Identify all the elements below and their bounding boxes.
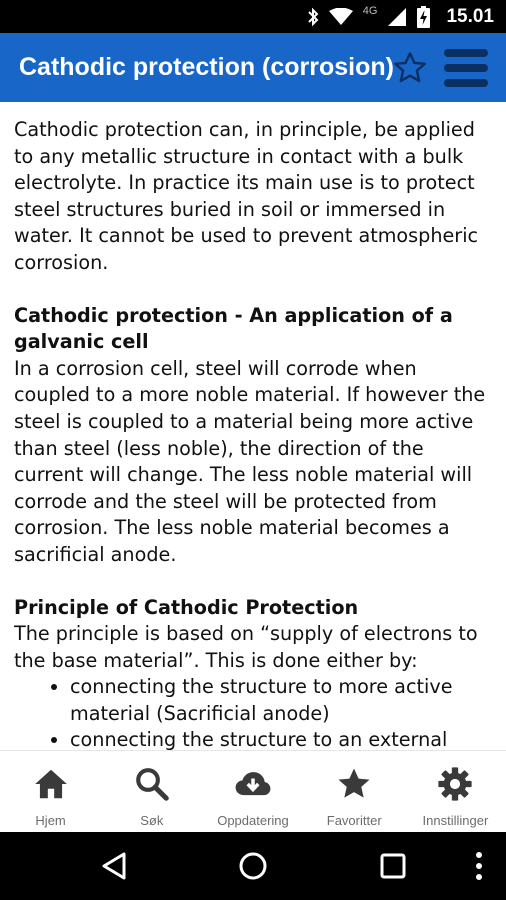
intro-paragraph: Cathodic protection can, in principle, be applied to any metallic structure in contact with a bulk electrolyte. In practice its main use is to protect steel structures buried in soil or immersed in water. It cannot be used to prevent atmospheric corrosion. (14, 118, 479, 274)
home-circle-icon (236, 849, 270, 883)
nav-item-favorites[interactable] (304, 751, 405, 833)
hamburger-menu-button[interactable] (444, 49, 488, 87)
section-heading: Principle of Cathodic Protection (14, 595, 359, 619)
star-outline-icon (392, 50, 428, 86)
status-bar (0, 0, 506, 33)
menu-line (444, 49, 488, 57)
cloud-download-icon (234, 765, 272, 803)
section-paragraph: In a corrosion cell, steel will corrode when coupled to a more noble material. If however the steel is coupled to a material being more active than steel (less noble), the direction of the current will change. The less noble material will corrode and the steel will be protected from corrosion. The less noble material becomes a sacrificial anode. (14, 356, 486, 566)
search-icon (133, 765, 171, 803)
clock: 15.01 (446, 5, 494, 27)
gear-icon (436, 765, 474, 803)
recents-button[interactable] (376, 849, 410, 883)
menu-line (444, 64, 488, 72)
section-heading: Cathodic protection - An application of a galvanic cell (14, 303, 453, 354)
back-icon (98, 849, 132, 883)
nav-item-search[interactable] (101, 751, 202, 833)
home-icon (32, 765, 70, 803)
home-button[interactable] (236, 849, 270, 883)
page-title: Cathodic protection (corrosion) (19, 53, 394, 81)
bullet-list (14, 674, 492, 750)
article-content[interactable] (0, 102, 506, 750)
recents-icon (376, 849, 410, 883)
nav-item-home[interactable] (0, 751, 101, 833)
star-icon (335, 765, 373, 803)
nav-item-settings[interactable] (405, 751, 506, 833)
nav-label: Innstillinger (422, 813, 489, 828)
list-item: • connecting the structure to more active material (Sacrificial anode) (70, 674, 492, 727)
nav-label: Oppdatering (217, 813, 289, 828)
overflow-menu-button[interactable] (462, 849, 496, 883)
signal-icon (387, 7, 407, 27)
menu-line (444, 79, 488, 87)
status-icons (307, 0, 494, 33)
nav-label: Søk (140, 813, 164, 828)
bottom-navigation (0, 750, 506, 833)
app-bar (0, 33, 506, 102)
section-paragraph: The principle is based on “supply of electrons to the base material”. This is done either by: (14, 622, 478, 672)
favorite-star-button[interactable] (392, 50, 428, 86)
system-navigation-bar (0, 832, 506, 900)
nav-label: Favoritter (326, 813, 382, 828)
nav-label: Hjem (35, 813, 66, 828)
back-button[interactable] (98, 849, 132, 883)
wifi-icon (329, 8, 353, 26)
battery-icon (417, 6, 430, 28)
list-item: • connecting the structure to an external (70, 727, 492, 750)
nav-item-update[interactable] (202, 751, 303, 833)
more-icon (462, 849, 496, 883)
bluetooth-icon (307, 7, 319, 27)
network-type-label: 4G (362, 4, 378, 17)
